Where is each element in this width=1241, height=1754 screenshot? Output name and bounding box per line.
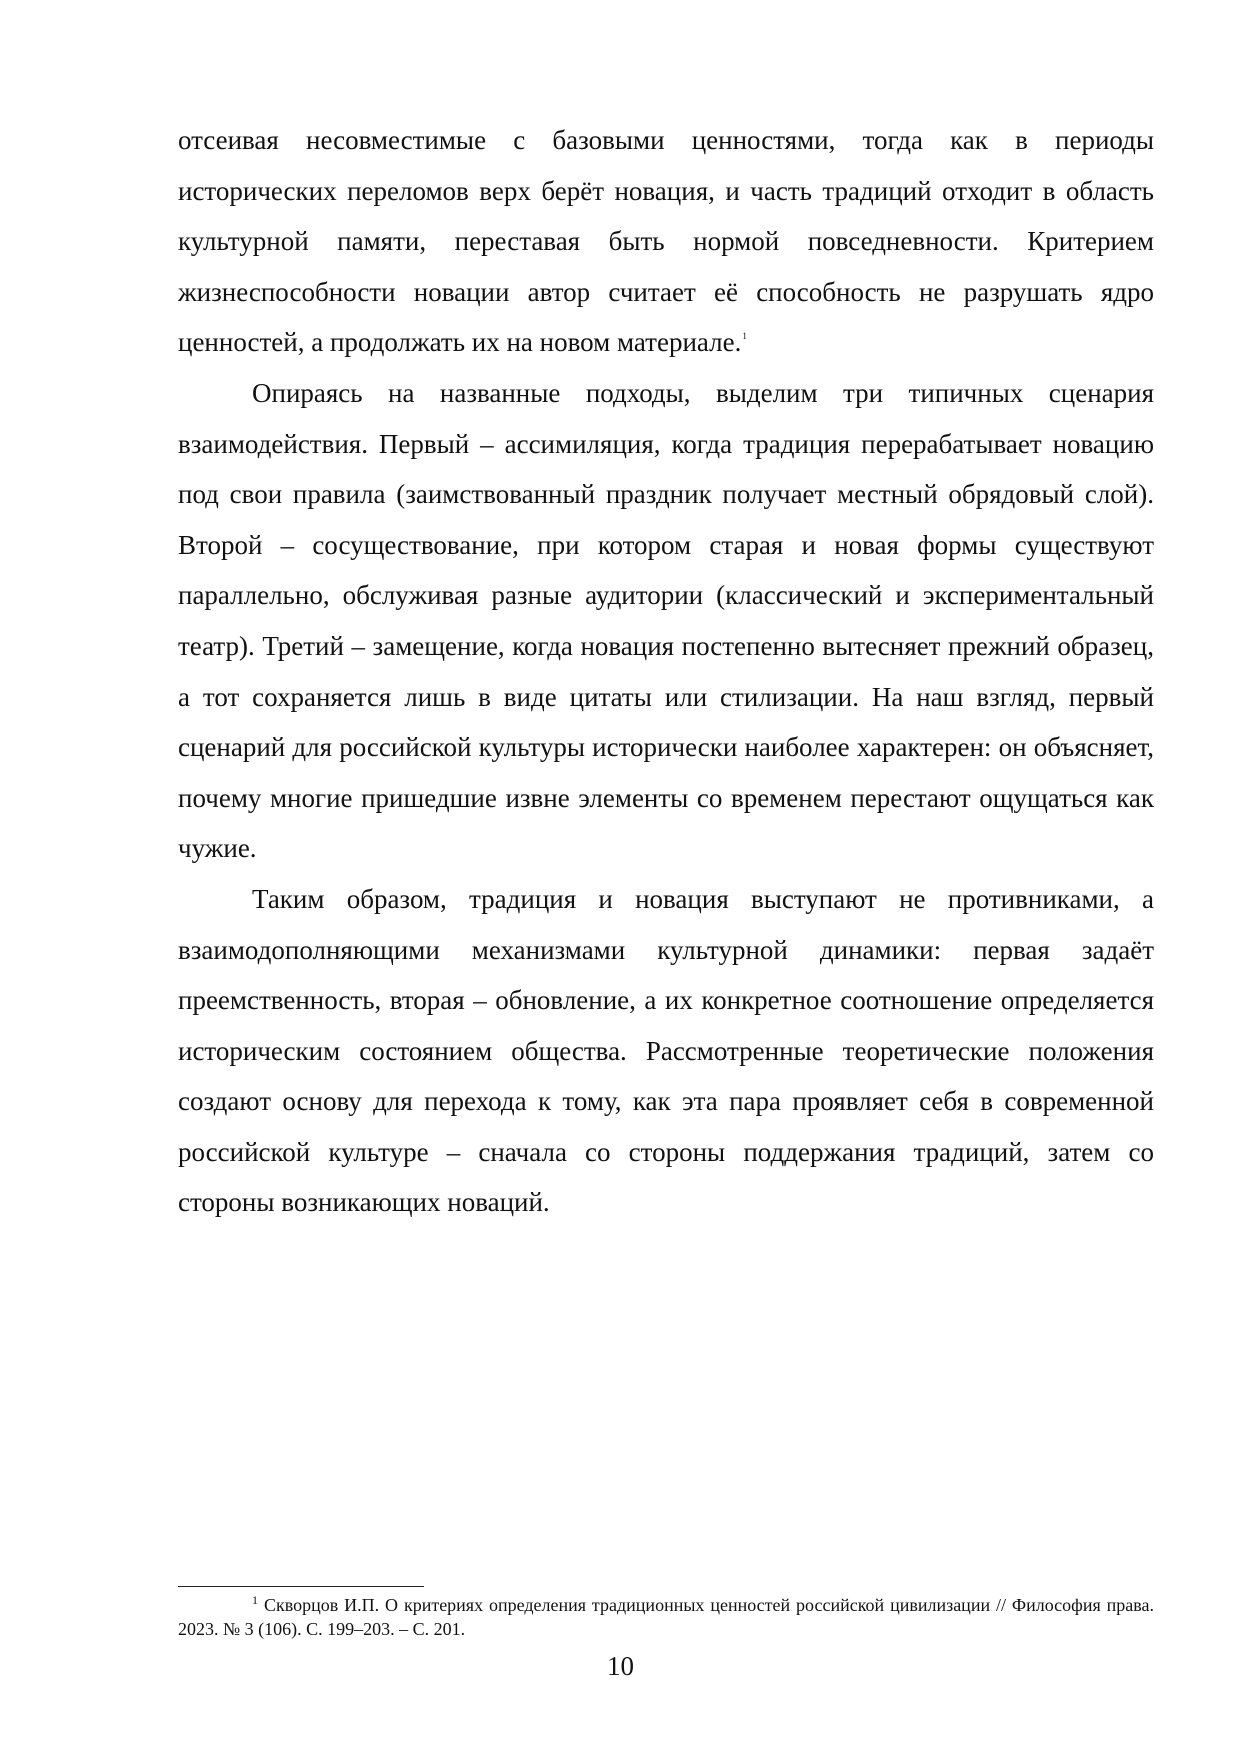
- page-number: 10: [607, 1651, 634, 1681]
- paragraph-2: Опираясь на названные подходы, выделим три типичных сценария взаимодействия. Первый – ассимиляция, когда традиция перерабатывает новацию под свои правила (заимствованный праздник получает местный обрядовый слой). Второй – сосуществование, при котором старая и новая формы существуют параллельно, обслуживая разные аудитории (классический и экспериментальный театр). Третий – замещение, когда новация постепенно вытесняет прежний образец, а тот сохраняется лишь в виде цитаты или стилизации. На наш взгляд, первый сценарий для российской культуры исторически наиболее характерен: он объясняет, почему многие пришедшие извне элементы со временем перестают ощущаться как чужие.: [178, 377, 1154, 864]
- footnote-separator: [178, 1586, 424, 1587]
- footnote-text: Скворцов И.П. О критериях определения традиционных ценностей российской цивилизации // Философия права. 2023. № 3 (106). С. 199–203. – С. 201.: [178, 1595, 1154, 1639]
- paragraph-1: [178, 115, 1154, 368]
- footnote-number: 1: [252, 1593, 258, 1607]
- footnote-reference[interactable]: 1: [742, 331, 747, 342]
- paragraph-3: Таким образом, традиция и новация выступают не противниками, а взаимодополняющими механизмами культурной динамики: первая задаёт преемственность, вторая – обновление, а их конкретное соотношение определяется историческим состоянием общества. Рассмотренные теоретические положения создают основу для перехода к тому, как эта пара проявляет себя в современной российской культуре – сначала со стороны поддержания традиций, затем со стороны возникающих новаций.: [178, 883, 1154, 1218]
- body-text: [178, 115, 1154, 1228]
- footnote: [178, 1593, 1154, 1641]
- paragraph-1-text: отсеивая несовместимые с базовыми ценностями, тогда как в периоды исторических переломов верх берёт новация, и часть традиций отходит в область культурной памяти, переставая быть нормой повседневности. Критерием жизнеспособности новации автор считает её способность не разрушать ядро ценностей, а продолжать их на новом материале.: [178, 125, 1154, 358]
